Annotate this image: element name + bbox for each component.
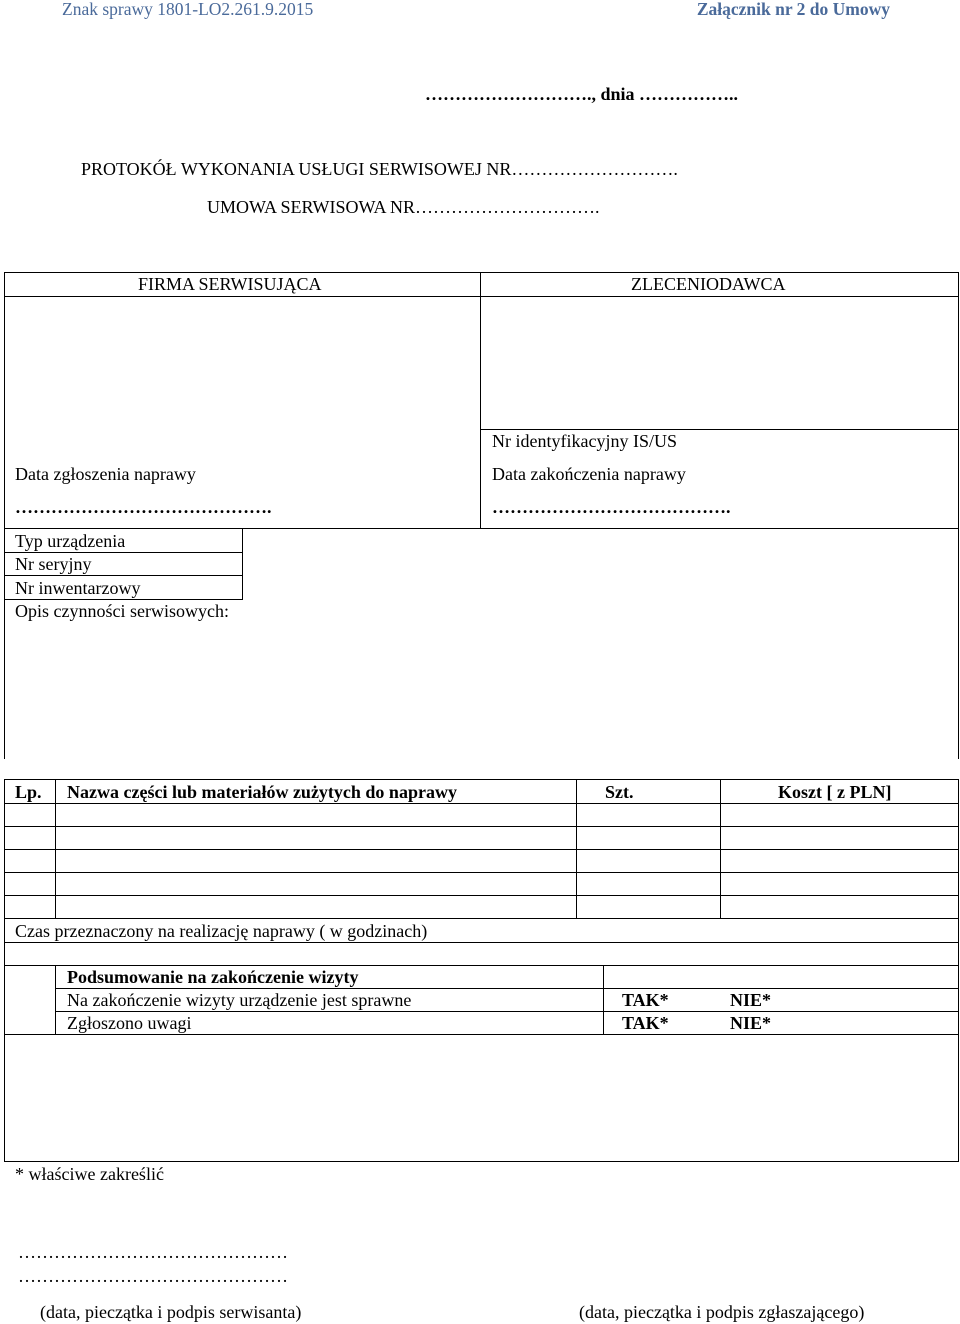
place-date-line[interactable]: ………………………., dnia …………….. bbox=[424, 84, 738, 104]
service-description-label: Opis czynności serwisowych: bbox=[15, 601, 229, 621]
summary-title: Podsumowanie na zakończenie wizyty bbox=[67, 967, 359, 987]
remarks-label: Zgłoszono uwagi bbox=[67, 1013, 192, 1033]
contract-number-line: UMOWA SERWISOWA NR…………………………. bbox=[207, 197, 600, 217]
device-working-label: Na zakończenie wizyty urządzenie jest sprawne bbox=[67, 990, 412, 1010]
attachment-label: Załącznik nr 2 do Umowy bbox=[696, 0, 890, 19]
client-signature-label: (data, pieczątka i podpis zgłaszającego) bbox=[579, 1302, 865, 1322]
repair-time-label: Czas przeznaczony na realizację naprawy ( w godzinach) bbox=[15, 921, 428, 941]
report-date-label: Data zgłoszenia naprawy bbox=[15, 464, 196, 484]
table-row[interactable] bbox=[5, 827, 957, 848]
col-cost: Koszt [ z PLN] bbox=[778, 782, 892, 802]
col-part-name: Nazwa części lub materiałów zużytych do naprawy bbox=[67, 782, 457, 802]
signature-dots-2[interactable]: ……………………………………… bbox=[18, 1266, 288, 1286]
remarks-yes[interactable]: TAK* bbox=[622, 1013, 669, 1033]
report-date-field[interactable]: ……………………………………. bbox=[15, 497, 272, 517]
inventory-number-label: Nr inwentarzowy bbox=[15, 578, 141, 598]
protocol-title: PROTOKÓŁ WYKONANIA USŁUGI SERWISOWEJ NR………………………. bbox=[81, 159, 678, 179]
device-working-no[interactable]: NIE* bbox=[730, 990, 772, 1010]
signature-dots-1[interactable]: ……………………………………… bbox=[18, 1242, 288, 1262]
client-header: ZLECENIODAWCA bbox=[631, 274, 786, 294]
footnote: * właściwe zakreślić bbox=[15, 1164, 164, 1184]
id-number-label: Nr identyfikacyjny IS/US bbox=[492, 431, 677, 451]
table-row[interactable] bbox=[5, 850, 957, 871]
table-row[interactable] bbox=[5, 896, 957, 917]
col-quantity: Szt. bbox=[605, 782, 634, 802]
completion-date-field[interactable]: …………………………………. bbox=[492, 497, 731, 517]
remarks-no[interactable]: NIE* bbox=[730, 1013, 772, 1033]
service-company-header: FIRMA SERWISUJĄCA bbox=[138, 274, 322, 294]
col-lp: Lp. bbox=[15, 782, 42, 802]
table-row[interactable] bbox=[5, 804, 957, 825]
completion-date-label: Data zakończenia naprawy bbox=[492, 464, 686, 484]
device-working-yes[interactable]: TAK* bbox=[622, 990, 669, 1010]
device-type-label: Typ urządzenia bbox=[15, 531, 126, 551]
technician-signature-label: (data, pieczątka i podpis serwisanta) bbox=[40, 1302, 302, 1322]
serial-number-label: Nr seryjny bbox=[15, 554, 92, 574]
table-row[interactable] bbox=[5, 873, 957, 894]
case-reference: Znak sprawy 1801-LO2.261.9.2015 bbox=[62, 0, 314, 19]
